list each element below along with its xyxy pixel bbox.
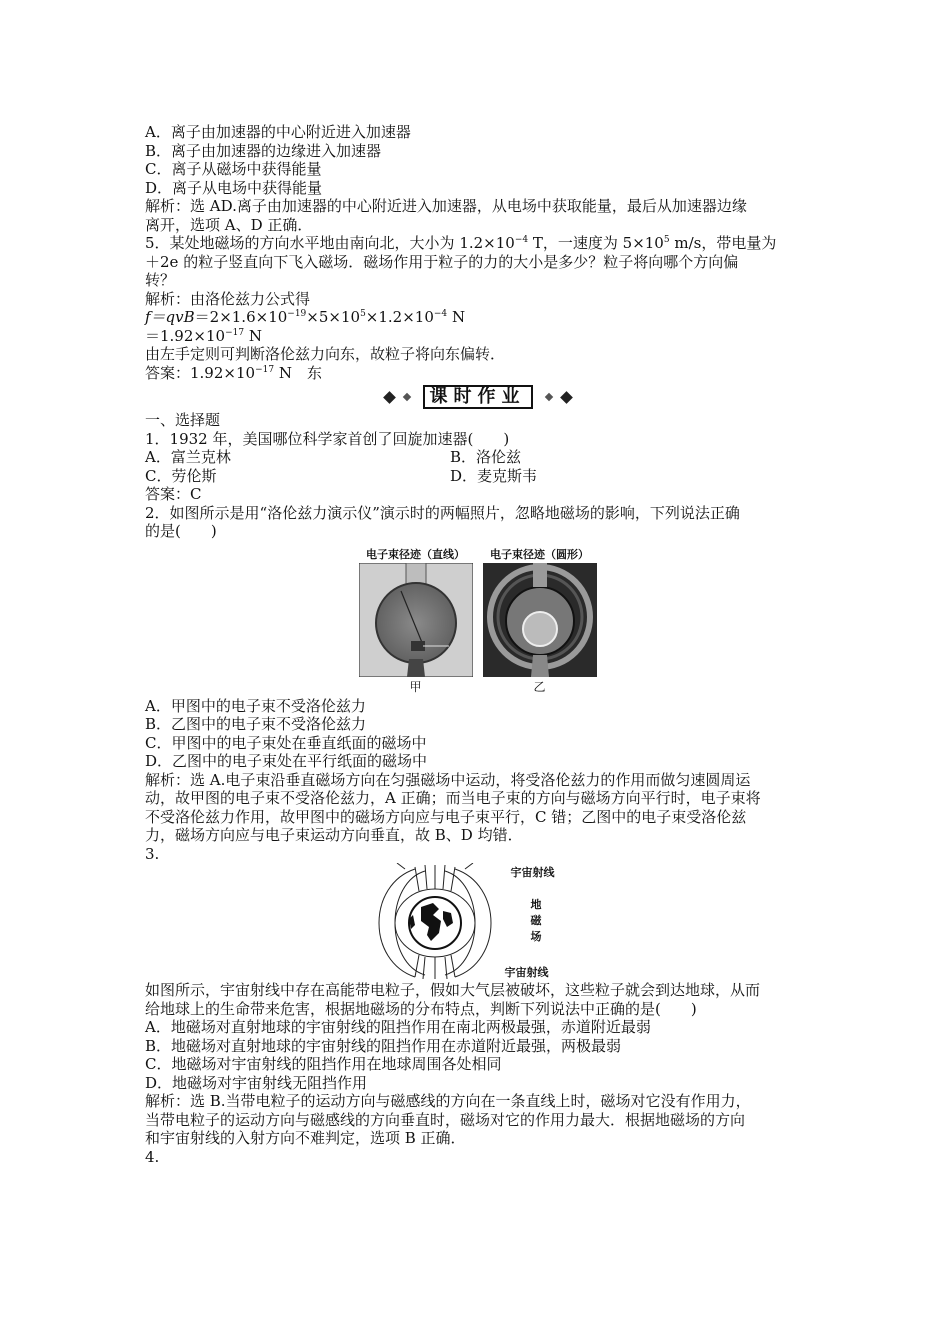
section-banner [145,385,810,409]
q4-option-c: C．离子从磁场中获得能量 [145,160,322,178]
q1-answer: 答案：C [145,485,202,503]
earth-magnetic-field-diagram [375,863,525,981]
diamond-icon [560,391,573,404]
banner-title: 课时作业 [423,385,533,409]
q1-option-c: C．劳伦斯 [145,466,217,485]
q5-stem-line-1: 5．某处地磁场的方向水平地由南向北，大小为 $1.2\times 10^{-4}$ T，一速度为 $5\times 10^5$ m/s，带电量为 [145,234,777,252]
q2-option-a: A．甲图中的电子束不受洛伦兹力 [145,696,366,715]
figure-jia-label: 甲 [409,679,422,694]
diamond-icon [402,393,410,401]
q3-option-d: D．地磁场对宇宙射线无阻挡作用 [145,1073,368,1092]
q2-analysis-line-3: 不受洛伦兹力作用，故甲图中的磁场方向应与电子束平行，C 错；乙图中的电子束受洛伦兹 [145,807,747,826]
q2-stem-line-1: 2．如图所示是用“洛伦兹力演示仪”演示时的两幅照片，忽略地磁场的影响，下列说法正确 [145,503,740,522]
q1-option-a: A．富兰克林 [145,448,231,466]
q1-stem: 1．1932 年，美国哪位科学家首创了回旋加速器( ) [145,429,510,448]
photo-straight-beam [359,563,473,677]
q5-answer: 答案：$1.92\times 10^{-17}$ N 东 [145,363,322,382]
q2-option-d: D．乙图中的电子束处在平行纸面的磁场中 [145,752,428,770]
q1-options-row-1 [145,448,810,467]
q3-option-c: C．地磁场对宇宙射线的阻挡作用在地球周围各处相同 [145,1055,502,1073]
q5-formula-1: $f=qvB=2\times 1.6\times 10^{-19}\times 5\times 10^5\times 1.2\times 10^{-4}$ N [145,308,466,326]
q4-analysis-line-1: 解析：选 AD.离子由加速器的中心附近进入加速器，从电场中获取能量，最后从加速器边缘 [145,197,747,215]
figure-jia [359,547,473,695]
q3-number: 3. [145,844,160,863]
label-cosmic-ray-top: 宇宙射线 [510,866,555,879]
q2-option-b: B．乙图中的电子束不受洛伦兹力 [145,715,367,733]
q5-stem-line-2: ＋2e 的粒子竖直向下飞入磁场．磁场作用于粒子的力的大小是多少？粒子将向哪个方向偏 [145,252,739,271]
q1-option-b: B．洛伦兹 [450,448,522,466]
q2-stem-line-2: 的是( ) [145,522,217,540]
q1-options-row-2 [145,467,810,486]
label-cosmic-ray-bottom: 宇宙射线 [504,966,549,979]
q4-option-d: D．离子从电场中获得能量 [145,178,323,197]
figure-yi-label: 乙 [533,679,546,694]
q3-analysis-line-1: 解析：选 B.当带电粒子的运动方向与磁感线的方向在一条直线上时，磁场对它没有作用力， [145,1092,751,1110]
diamond-icon [383,391,396,404]
q3-figure [145,863,810,981]
q2-figures [145,547,810,695]
q5-stem-line-3: 转？ [145,271,176,289]
figure-jia-caption: 电子束径迹（直线） [366,547,465,561]
q4-option-a: A．离子由加速器的中心附近进入加速器 [145,123,411,141]
label-earth-field-3: 场 [530,930,542,943]
q1-option-d: D．麦克斯韦 [450,466,538,485]
q2-analysis-line-2: 动，故甲图的电子束不受洛伦兹力，A 正确；而当电子束的方向与磁场方向平行时，电子束将 [145,789,761,807]
figure-yi-caption: 电子束径迹（圆形） [490,547,589,561]
q5-formula-2: $=1.92\times 10^{-17}$ N [145,326,262,345]
diamond-icon [544,393,552,401]
q3-option-b: B．地磁场对直射地球的宇宙射线的阻挡作用在赤道附近最强，两极最弱 [145,1036,622,1055]
q5-analysis-label: 解析：由洛伦兹力公式得 [145,289,311,308]
section-title: 一、选择题 [145,411,221,429]
q3-analysis-line-3: 和宇宙射线的入射方向不难判定，选项 B 正确． [145,1129,466,1147]
q4-option-b: B．离子由加速器的边缘进入加速器 [145,141,382,160]
q3-option-a: A．地磁场对直射地球的宇宙射线的阻挡作用在南北两极最强，赤道附近最弱 [145,1018,651,1036]
q2-analysis-line-1: 解析：选 A.电子束沿垂直磁场方向在匀强磁场中运动，将受洛伦兹力的作用而做匀速圆周运 [145,770,751,789]
q3-stem-line-1: 如图所示，宇宙射线中存在高能带电粒子，假如大气层被破坏，这些粒子就会到达地球，从而 [145,981,761,999]
label-earth-field-2: 磁 [530,914,542,927]
q4-analysis-line-2: 离开，选项 A、D 正确． [145,215,313,234]
q5-conclusion: 由左手定则可判断洛伦兹力向东，故粒子将向东偏转． [145,345,506,363]
q3-stem-line-2: 给地球上的生命带来危害，根据地磁场的分布特点，判断下列说法中正确的是( ) [145,999,697,1018]
q4-number: 4. [145,1147,160,1166]
label-earth-field-1: 地 [530,898,542,911]
q3-analysis-line-2: 当带电粒子的运动方向与磁感线的方向垂直时，磁场对它的作用力最大．根据地磁场的方向 [145,1110,746,1129]
q2-option-c: C．甲图中的电子束处在垂直纸面的磁场中 [145,733,427,752]
document-page [145,123,810,1166]
figure-yi [483,547,597,695]
photo-circular-beam [483,563,597,677]
q2-analysis-line-4: 力，磁场方向应与电子束运动方向垂直，故 B、D 均错． [145,826,523,844]
q3-figure-labels [504,863,581,981]
